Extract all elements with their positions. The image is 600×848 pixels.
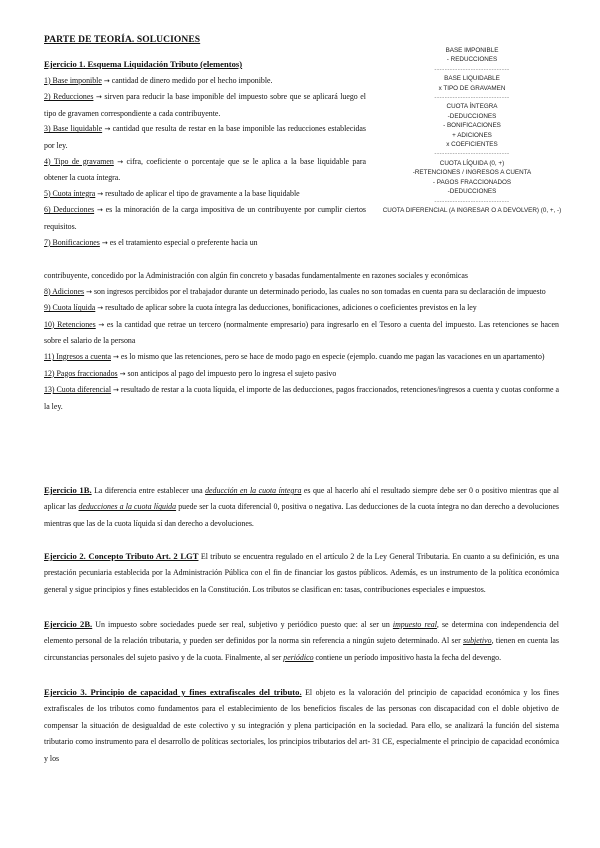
paragraph-text: , se determina con independencia del elemento personal de la relación tributaria, y pueden ser definidos por la norma sin referencia a ningún sujeto determinado. Al ser bbox=[44, 620, 560, 646]
definition-continuation: contribuyente, concedido por la Administración con algún fin concreto y basadas fundamentalmente en razones sociales y económicas bbox=[44, 271, 468, 280]
schema-line: ----------------------------- bbox=[434, 65, 510, 73]
schema-line: ----------------------------- bbox=[434, 94, 510, 102]
definition-text: es el tratamiento especial o preferente hacia un bbox=[107, 237, 258, 247]
emphasis-text: subjetivo bbox=[463, 636, 492, 646]
list-item bbox=[44, 382, 559, 414]
schema-line: -RETENCIONES / INGRESOS A CUENTA bbox=[412, 169, 532, 177]
paragraph-text: contiene un período impositivo hasta la fecha del devengo. bbox=[313, 652, 502, 662]
arrow-icon: → bbox=[96, 206, 103, 215]
term-label: 11) Ingresos a cuenta bbox=[44, 351, 111, 361]
schema-line: BASE IMPONIBLE bbox=[445, 47, 499, 54]
schema-line: + ADICIONES bbox=[452, 131, 492, 139]
definition-text: resultado de restar a la cuota líquida, el importe de las deducciones, pagos fraccionados, retenciones/ingresos a cuenta y cuotas conforme a la ley. bbox=[44, 385, 559, 411]
emphasis-text: deducción en la cuota íntegra bbox=[205, 486, 302, 495]
schema-line: - REDUCCIONES bbox=[446, 56, 498, 64]
exercise-2b-heading: Ejercicio 2B. bbox=[44, 619, 93, 629]
schema-line: ----------------------------- bbox=[434, 197, 510, 205]
term-label: 3) Base liquidable bbox=[44, 124, 103, 134]
arrow-icon: → bbox=[98, 320, 105, 329]
schema-line: - BONIFICACIONES bbox=[443, 122, 501, 130]
definition-text: cantidad que resulta de restar en la base imponible las reducciones establecidas por ley. bbox=[44, 124, 366, 150]
paragraph-text: El tributo se encuentra regulado en el artículo 2 de la Ley General Tributaria. En cuanto a su definición, es una prestación pecuniaria establecida por la Administración Pública con el fin de financiar los gastos públicos. Además, es un instrumento de la política económica general y sigue principios y fines establecidos en la Constitución. Los tributos se clasifican en: tasas, contribuciones especiales e impuestos. bbox=[44, 552, 559, 594]
arrow-icon: → bbox=[117, 157, 124, 166]
paragraph-text: Un impuesto sobre sociedades puede ser real, subjetivo y periódico puesto que: al ser un bbox=[92, 620, 393, 629]
list-item bbox=[44, 202, 366, 234]
schema-line: CUOTA LÍQUIDA (0, +) bbox=[439, 159, 505, 167]
arrow-icon: → bbox=[97, 189, 104, 198]
term-label: 10) Retenciones bbox=[44, 319, 96, 329]
exercise-2-heading: Ejercicio 2. Concepto Tributo Art. 2 LGT bbox=[44, 551, 199, 561]
schema-line: ----------------------------- bbox=[434, 150, 510, 158]
list-item bbox=[44, 235, 366, 252]
definition-text: resultado de aplicar el tipo de gravamente a la base liquidable bbox=[103, 188, 300, 198]
paragraph-text: El objeto es la valoración del principio de capacidad económica y los fines extrafiscales de los tributos como fundamentos para el establecimiento de los beneficios fiscales de las personas con discapacidad con el doble objetivo de compensar la situación de desigualdad de este colectivo y su integración y plena participación en la sociedad. Para ello, se analizará la función del sistema tributario como instrumento para el desarrollo de políticas sectoriales, los principios tributarios del art- 31 CE, especialmente el principio de capacidad económica y los bbox=[44, 688, 560, 763]
term-label: 7) Bonificaciones bbox=[44, 237, 100, 247]
arrow-icon: → bbox=[103, 76, 110, 85]
schema-line: CUOTA ÍNTEGRA bbox=[446, 103, 498, 111]
schema-line: - PAGOS FRACCIONADOS bbox=[432, 178, 512, 186]
list-item bbox=[44, 349, 559, 366]
exercise-1-heading: Ejercicio 1. Esquema Liquidación Tributo (elementos) bbox=[44, 59, 243, 69]
list-item bbox=[44, 73, 366, 90]
emphasis-text: impuesto real bbox=[392, 620, 437, 629]
exercise-1-continued bbox=[44, 268, 559, 414]
paragraph-text: puede ser la cuota diferencial 0, positiva o negativa. Las deducciones de la cuota íntegra no dan derecho a devoluciones mientras que las de la cuota líquida sí dan derecho a devoluciones. bbox=[44, 502, 559, 528]
term-label: 6) Deducciones bbox=[44, 205, 95, 215]
list-item bbox=[44, 366, 559, 383]
term-label: 1) Base imponible bbox=[44, 75, 102, 85]
term-label: 8) Adiciones bbox=[44, 286, 85, 296]
definition-text: sirven para reducir la base imponible del impuesto sobre que se aplicará luego el tipo de gravamen correspondiente a cada contribuyente. bbox=[44, 92, 366, 118]
exercise-2b bbox=[44, 616, 559, 666]
schema-line: x TIPO DE GRAVAMEN bbox=[438, 84, 506, 92]
paragraph-text: La diferencia entre establecer una bbox=[91, 486, 206, 495]
exercise-1-block bbox=[44, 57, 366, 251]
exercise-1b-heading: Ejercicio 1B. bbox=[44, 485, 92, 495]
emphasis-text: deducciones a la cuota líquida bbox=[78, 502, 177, 512]
exercise-1b bbox=[44, 482, 559, 532]
definition-text: resultado de aplicar sobre la cuota íntegra las deducciones, bonificaciones, adiciones o coeficientes previstos en la ley bbox=[103, 303, 477, 313]
schema-line: -DEDUCCIONES bbox=[447, 188, 497, 196]
arrow-icon: → bbox=[119, 369, 126, 378]
arrow-icon: → bbox=[112, 352, 119, 361]
definition-text: es lo mismo que las retenciones, pero se hace de modo pago en especie (ejemplo. cuando me pagan las vacaciones en un apartamento) bbox=[118, 351, 545, 361]
term-label: 9) Cuota líquida bbox=[44, 303, 96, 313]
liquidation-schema bbox=[372, 46, 572, 215]
paragraph-text: , tienen en cuenta las circunstancias personales del sujeto pasivo y de la cuota. Finalmente, al ser bbox=[44, 636, 559, 662]
arrow-icon: → bbox=[101, 238, 108, 247]
exercise-1-list bbox=[44, 73, 366, 235]
list-item bbox=[44, 89, 366, 121]
exercise-2 bbox=[44, 548, 559, 598]
arrow-icon: → bbox=[86, 287, 92, 296]
schema-line: x COEFICIENTES bbox=[446, 141, 498, 149]
exercise-3 bbox=[44, 684, 559, 767]
schema-line: CUOTA DIFERENCIAL (A INGRESAR O A DEVOLVER) (0, +, -) bbox=[382, 206, 562, 214]
definition-text: cifra, coeficiente o porcentaje que se le aplica a la base liquidable para obtener la cuota íntegra. bbox=[44, 156, 367, 183]
list-item bbox=[44, 154, 366, 186]
term-label: 2) Reducciones bbox=[44, 92, 94, 102]
definition-text: son anticipos al pago del impuesto pero lo ingresa el sujeto pasivo bbox=[125, 368, 337, 378]
list-item bbox=[44, 300, 559, 317]
definition-text: es la cantidad que retrae un tercero (normalmente empresario) para ingresarlo en el Tesoro a cuenta del impuesto. Las retenciones se hacen sobre el salario de la persona bbox=[44, 319, 559, 346]
definition-text: son ingresos percibidos por el trabajador durante un determinado periodo, las cuales no son tomadas en cuenta para su declaración de impuesto bbox=[91, 286, 546, 296]
term-label: 4) Tipo de gravamen bbox=[44, 156, 114, 166]
page-title: PARTE DE TEORÍA. SOLUCIONES bbox=[44, 35, 201, 45]
schema-line: -DEDUCCIONES bbox=[447, 112, 497, 120]
definition-text: cantidad de dinero medido por el hecho imponible. bbox=[109, 75, 273, 85]
term-label: 5) Cuota íntegra bbox=[44, 188, 96, 198]
arrow-icon: → bbox=[97, 304, 104, 313]
list-item bbox=[44, 121, 366, 153]
paragraph-text: es que al hacerlo ahí el resultado siempre debe ser 0 o positivo mientras que al aplicar las bbox=[44, 486, 559, 512]
arrow-icon: → bbox=[95, 93, 102, 102]
term-label: 12) Pagos fraccionados bbox=[44, 368, 118, 378]
list-item bbox=[44, 284, 559, 301]
list-item bbox=[44, 186, 366, 203]
definition-text: es la minoración de la carga impositiva de un contribuyente por cumplir ciertos requisitos. bbox=[44, 205, 366, 231]
schema-line: BASE LIQUIDABLE bbox=[444, 75, 500, 83]
arrow-icon: → bbox=[104, 125, 111, 134]
emphasis-text: periódico bbox=[283, 652, 314, 662]
list-item bbox=[44, 317, 559, 349]
exercise-3-heading: Ejercicio 3. Principio de capacidad y fines extrafiscales del tributo. bbox=[44, 687, 302, 697]
exercise-1-list-continued bbox=[44, 284, 559, 415]
arrow-icon: → bbox=[113, 386, 119, 395]
term-label: 13) Cuota diferencial bbox=[44, 385, 112, 395]
